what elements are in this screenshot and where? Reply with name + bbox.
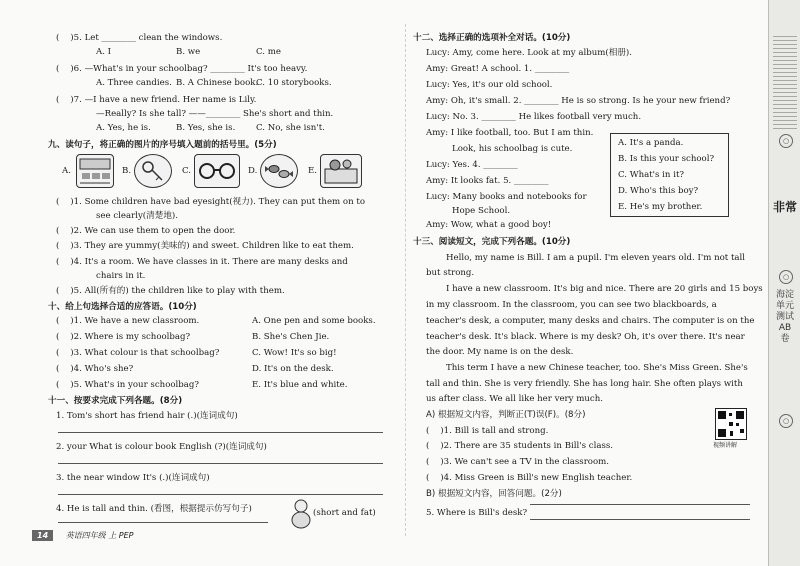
s11-q2: 2. your What is colour book English (?)(连词成句) [56, 442, 267, 452]
spine-stripe [773, 116, 797, 117]
spine-stripe [773, 100, 797, 101]
s11-q4: 4. He is tall and thin. (看图，根据提示仿写句子) [56, 504, 252, 514]
spine-stripe [773, 52, 797, 53]
s13-part-b-title: B) 根据短文内容，回答问题。(2分) [426, 489, 562, 499]
s10-q5: ( )5. What's in your schoolbag? [56, 380, 200, 390]
s12-line-10: Lucy: Many books and notebooks for [426, 192, 587, 202]
binding-hole-icon: ○ [779, 270, 793, 284]
s9-item-1-cont: see clearly(清楚地). [96, 211, 179, 221]
s13-part-a-title: A) 根据短文内容，判断正(T)误(F)。(8分) [426, 410, 586, 420]
s13-answer-line-top[interactable] [530, 504, 750, 505]
s13-tf-3: ( )3. We can't see a TV in the classroom. [426, 457, 610, 467]
q7-option-c: C. No, she isn't. [256, 123, 325, 133]
s9-item-2: ( )2. We can use them to open the door. [56, 226, 236, 236]
q6-option-b: B. A Chinese book. [176, 78, 259, 88]
column-divider [405, 24, 406, 536]
s13-para-7: the door. My name is on the desk. [426, 347, 574, 357]
pic-label-b: B. [122, 166, 132, 176]
s13-para-3: I have a new classroom. It's big and nice. There are 20 girls and 15 boys [446, 284, 763, 294]
s13-para-9: tall and thin. She is very friendly. She has long hair. She often plays with [426, 379, 743, 389]
spine-stripe [773, 76, 797, 77]
toys-picture [320, 154, 362, 188]
s12-option-e: E. He's my brother. [618, 202, 703, 212]
spine-subtitle: 海淀单元测试AB卷 [775, 290, 794, 344]
s10-q4: ( )4. Who's she? [56, 364, 134, 374]
s11-answer-line-4[interactable] [58, 522, 268, 523]
s11-hint: (short and fat) [313, 508, 376, 518]
s12-line-6: Amy: I like football, too. But I am thin. [426, 128, 594, 138]
pic-label-a: A. [62, 166, 71, 176]
s13-tf-4: ( )4. Miss Green is Bill's new English teacher. [426, 473, 633, 483]
s9-item-1: ( )1. Some children have bad eyesight(视力). They can put them on to [56, 197, 366, 207]
spine-stripe [773, 68, 797, 69]
s10-a1: A. One pen and some books. [252, 316, 376, 326]
s13-answer-line[interactable] [530, 519, 750, 520]
s9-item-4: ( )4. It's a room. We have classes in it. There are many desks and [56, 257, 348, 267]
s9-item-4-cont: chairs in it. [96, 271, 146, 281]
s10-a3: C. Wow! It's so big! [252, 348, 337, 358]
s13-para-10: us after class. We all like her very much. [426, 394, 604, 404]
s13-para-1: Hello, my name is Bill. I am a pupil. I'm eleven years old. I'm not tall [446, 253, 746, 263]
book-spine [768, 0, 800, 566]
candies-picture [260, 154, 298, 188]
s12-line-1: Lucy: Amy, come here. Look at my album(相册). [426, 48, 633, 58]
spine-stripe [773, 112, 797, 113]
s12-line-7: Look, his schoolbag is cute. [452, 144, 573, 154]
spine-stripe [773, 80, 797, 81]
spine-stripe [773, 84, 797, 85]
s10-a2: B. She's Chen Jie. [252, 332, 330, 342]
s12-line-9: Amy: It looks fat. 5. ________ [426, 176, 549, 186]
s10-q2: ( )2. Where is my schoolbag? [56, 332, 191, 342]
s10-q3: ( )3. What colour is that schoolbag? [56, 348, 220, 358]
q5-option-b: B. we [176, 47, 201, 57]
spine-stripe [773, 104, 797, 105]
spine-stripe [773, 44, 797, 45]
glasses-picture [194, 154, 240, 188]
s9-item-5: ( )5. All(所有的) the children like to play with them. [56, 286, 285, 296]
spine-stripe [773, 88, 797, 89]
s12-line-11: Hope School. [452, 206, 511, 216]
s12-line-4: Amy: Oh, it's small. 2. ________ He is so strong. Is he your new friend? [426, 96, 731, 106]
spine-stripe [773, 40, 797, 41]
s12-line-12: Amy: Wow, what a good boy! [426, 220, 552, 230]
section-12-title: 十二、选择正确的选项补全对话。(10分) [413, 33, 571, 43]
s11-answer-line-2[interactable] [58, 463, 383, 464]
page-number: 14 [32, 530, 53, 541]
s12-option-d: D. Who's this boy? [618, 186, 699, 196]
q5-option-a: A. I [96, 47, 112, 57]
q7-stem2: —Really? Is she tall? ——________ She's short and thin. [96, 109, 334, 119]
spine-stripe [773, 128, 797, 129]
keys-picture [134, 154, 172, 188]
section-9-title: 九、读句子，将正确的图片的序号填入题前的括号里。(5分) [48, 140, 277, 150]
qr-code[interactable] [715, 408, 747, 440]
binding-hole-icon: ○ [779, 414, 793, 428]
s12-line-5: Lucy: No. 3. ________ He likes football very much. [426, 112, 642, 122]
q7-option-b: B. Yes, she is. [176, 123, 236, 133]
q7-option-a: A. Yes, he is. [96, 123, 151, 133]
spine-stripe [773, 108, 797, 109]
pic-label-e: E. [308, 166, 318, 176]
spine-stripe [773, 72, 797, 73]
page-footer [32, 530, 133, 544]
spine-stripe [773, 56, 797, 57]
q5-stem: ( )5. Let ________ clean the windows. [56, 33, 223, 43]
s11-answer-line-3[interactable] [58, 494, 383, 495]
spine-stripe [773, 36, 797, 37]
s13-para-6: teacher's desk. It's black. Where is my desk? Oh, it's over there. It's near [426, 332, 745, 342]
s12-option-c: C. What's in it? [618, 170, 685, 180]
s10-q1: ( )1. We have a new classroom. [56, 316, 200, 326]
q7-stem: ( )7. —I have a new friend. Her name is Lily. [56, 95, 257, 105]
spine-stripe [773, 120, 797, 121]
s10-a5: E. It's blue and white. [252, 380, 348, 390]
s13-para-5: teacher's desk, a computer, many desks and chairs. The computer is on the [426, 316, 755, 326]
s13-tf-1: ( )1. Bill is tall and strong. [426, 426, 549, 436]
s10-a4: D. It's on the desk. [252, 364, 334, 374]
binding-hole-icon: ○ [779, 134, 793, 148]
book-label: 英语四年级 上 PEP [65, 531, 134, 540]
section-11-title: 十一、按要求完成下列各题。(8分) [48, 396, 183, 406]
s13-para-8: This term I have a new Chinese teacher, too. She's Miss Green. She's [446, 363, 748, 373]
pic-label-c: C. [182, 166, 192, 176]
s12-line-3: Lucy: Yes, it's our old school. [426, 80, 553, 90]
spine-stripe [773, 124, 797, 125]
spine-stripe [773, 64, 797, 65]
qr-label: 视频讲解 [713, 442, 738, 449]
section-10-title: 十、给上句选择合适的应答语。(10分) [48, 302, 197, 312]
classroom-picture [76, 154, 114, 188]
s12-line-2: Amy: Great! A school. 1. ________ [426, 64, 570, 74]
q6-option-c: C. 10 storybooks. [256, 78, 332, 88]
section-13-title: 十三、阅读短文，完成下列各题。(10分) [413, 237, 571, 247]
s11-q3: 3. the near window It's (.)(连词成句) [56, 473, 210, 483]
s13-tf-2: ( )2. There are 35 students in Bill's class. [426, 441, 613, 451]
s11-q1: 1. Tom's short has friend hair (.)(连词成句) [56, 411, 238, 421]
s12-option-a: A. It's a panda. [618, 138, 684, 148]
s12-line-8: Lucy: Yes. 4. ________ [426, 160, 518, 170]
spine-stripe [773, 92, 797, 93]
pic-label-d: D. [248, 166, 258, 176]
s13-para-2: but strong. [426, 268, 475, 278]
q6-option-a: A. Three candies. [96, 78, 172, 88]
s13-q5: 5. Where is Bill's desk? [426, 508, 528, 518]
s11-answer-line-1[interactable] [58, 432, 383, 433]
spine-title: 非常 [772, 200, 797, 214]
spine-stripe [773, 96, 797, 97]
fat-boy-picture [290, 498, 312, 530]
spine-stripe [773, 48, 797, 49]
spine-stripe [773, 60, 797, 61]
s13-para-4: in my classroom. In the classroom, you can see two blackboards, a [426, 300, 717, 310]
s12-option-b: B. Is this your school? [618, 154, 715, 164]
q6-stem: ( )6. —What's in your schoolbag? ________ It's too heavy. [56, 64, 308, 74]
s9-item-3: ( )3. They are yummy(美味的) and sweet. Children like to eat them. [56, 241, 354, 251]
q5-option-c: C. me [256, 47, 281, 57]
